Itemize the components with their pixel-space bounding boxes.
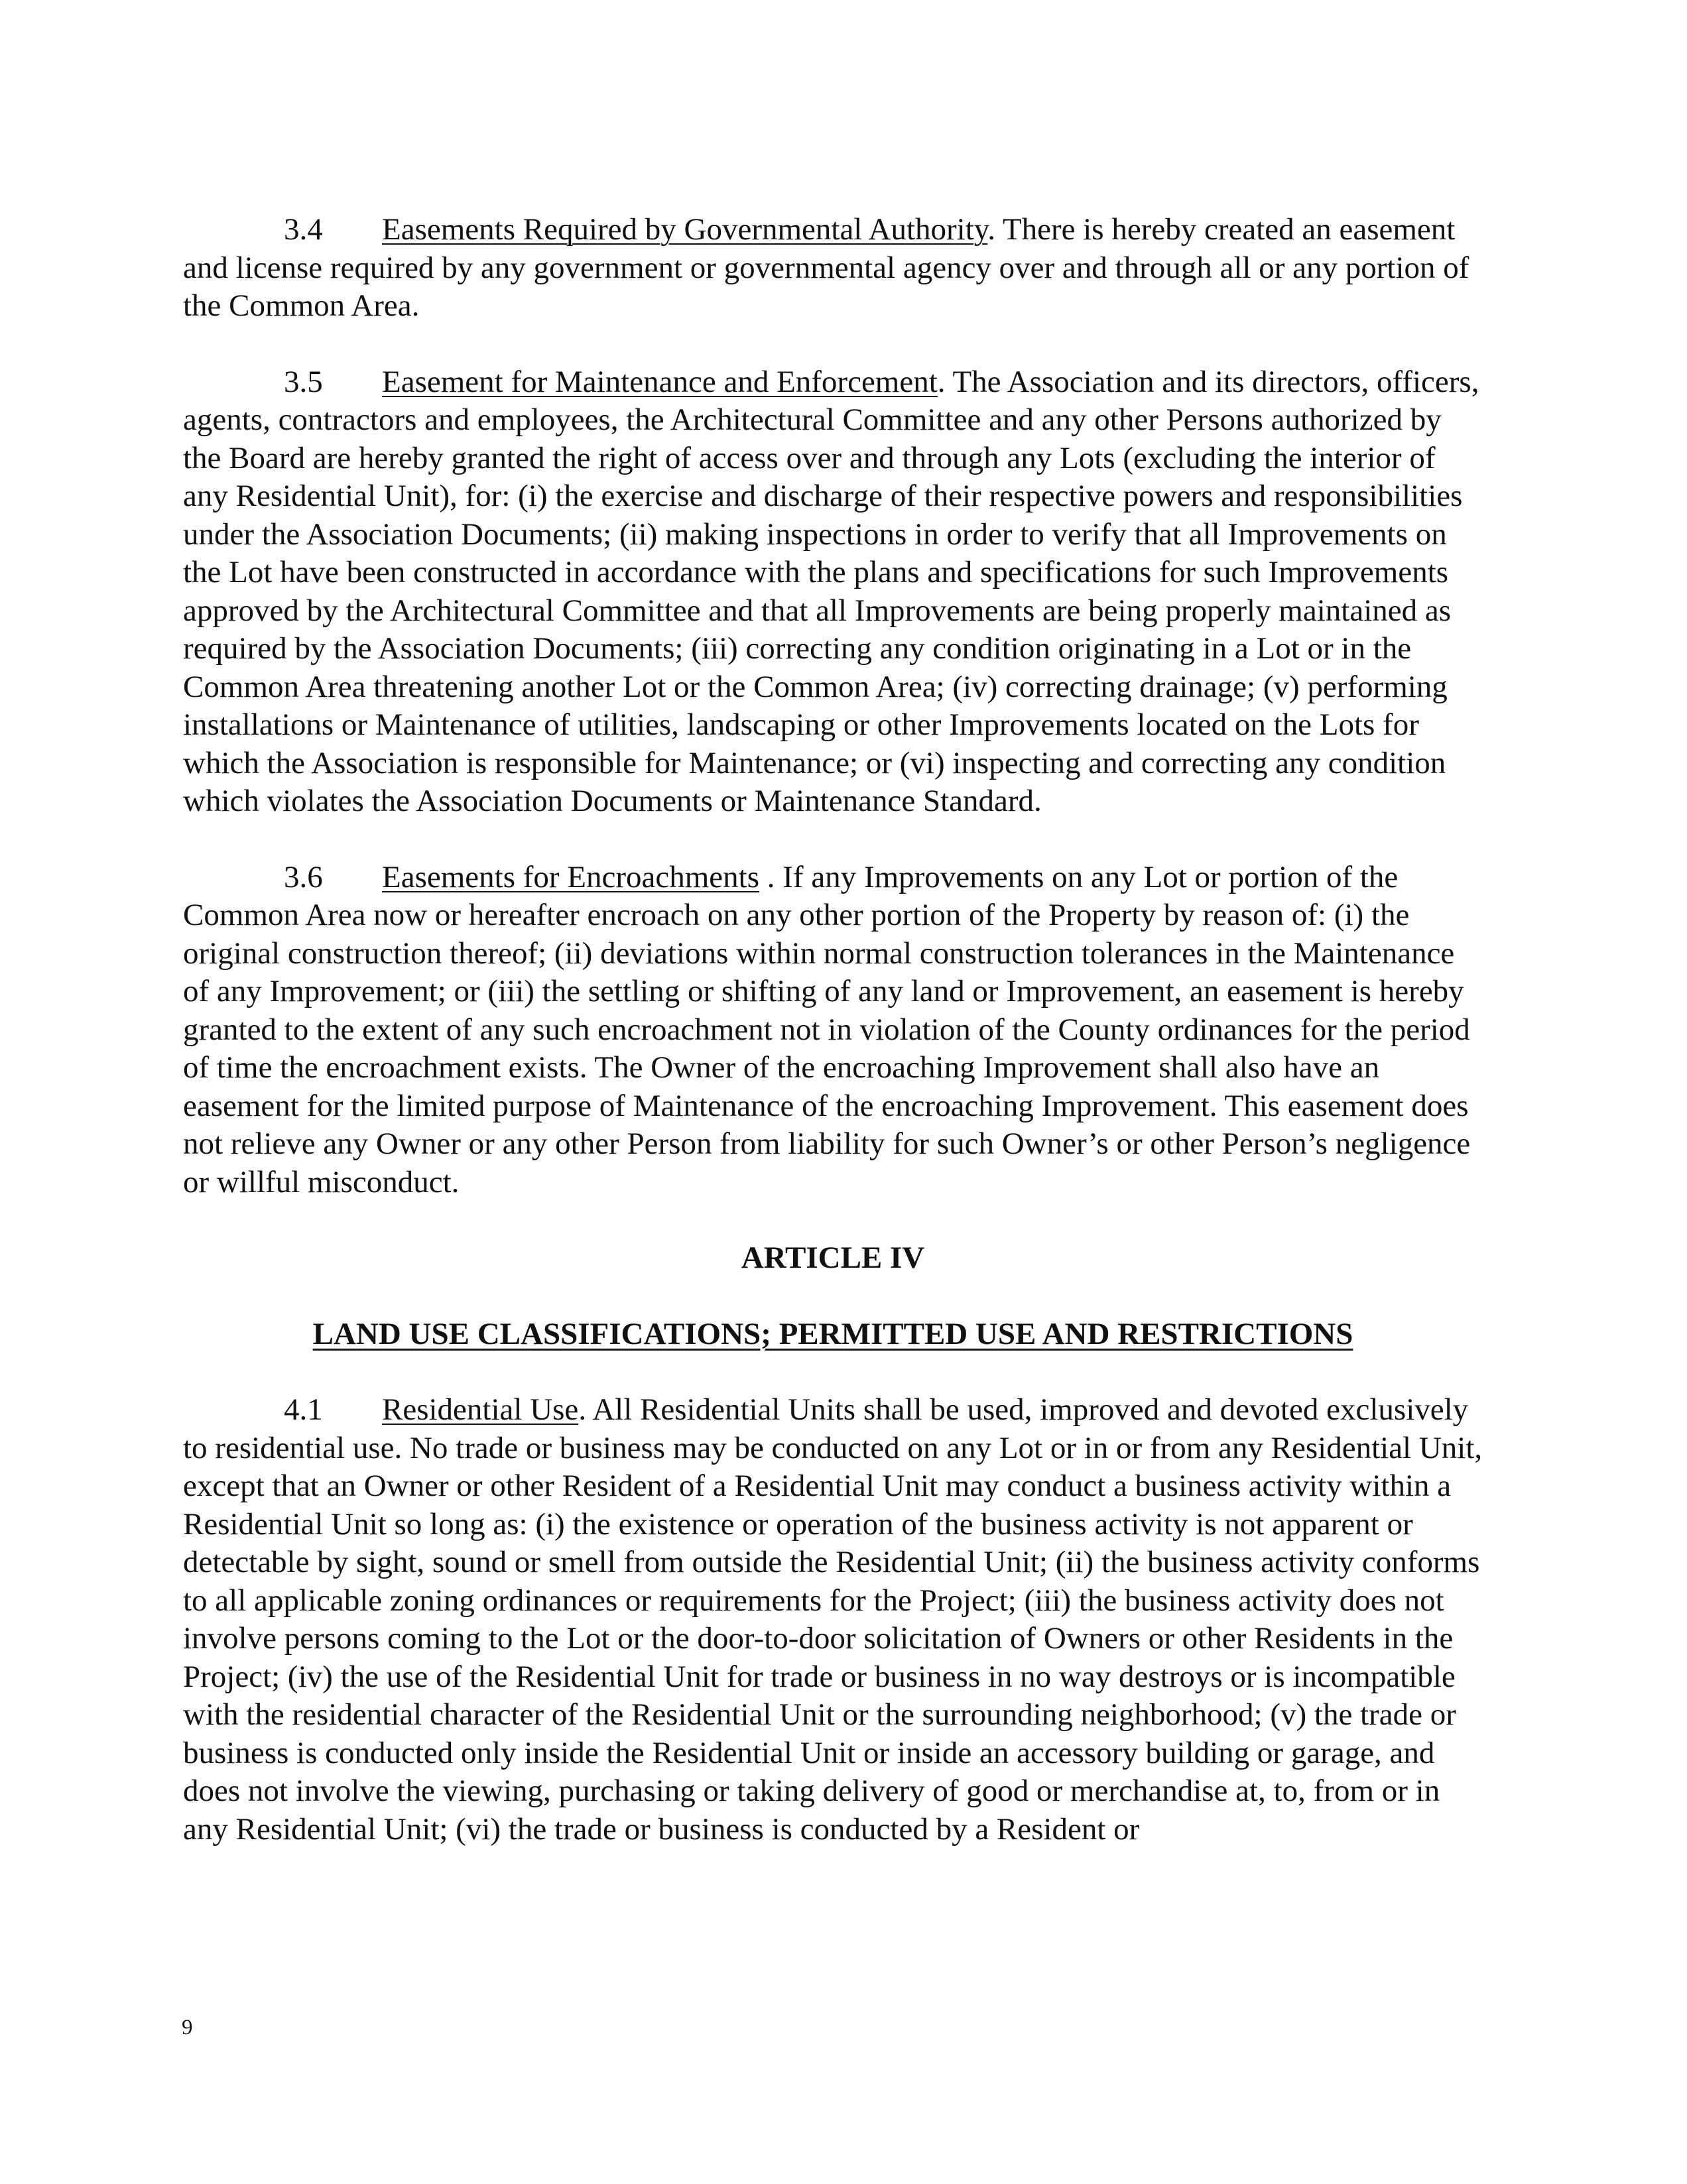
article-subheading: LAND USE CLASSIFICATIONS; PERMITTED USE AND RESTRICTIONS (312, 1316, 1353, 1351)
section-body: . If any Improvements on any Lot or portion of the Common Area now or hereafter encroach on any other portion of the Property by reason of: (i) the original construction thereof; (ii) deviations within normal construction tolerances in the Maintenance of any Improvement; or (iii) the settling or shifting of any land or Improvement, an easement is hereby granted to the extent of any such encroachment not in violation of the County ordinances for the period of time the encroachment exists. The Owner of the encroaching Improvement shall also have an easement for the limited purpose of Maintenance of the encroaching Improvement. This easement does not relieve any Owner or any other Person from liability for such Owner’s or other Person’s negligence or willful misconduct. (183, 859, 1471, 1199)
section-body: . The Association and its directors, officers, agents, contractors and employees, the Architectural Committee and any other Persons authorized by the Board are hereby granted the right of access over and through any Lots (excluding the interior of any Residential Unit), for: (i) the exercise and discharge of their respective powers and responsibilities under the Association Documents; (ii) making inspections in order to verify that all Improvements on the Lot have been constructed in accordance with the plans and specifications for such Improvements approved by the Architectural Committee and that all Improvements are being properly maintained as required by the Association Documents; (iii) correcting any condition originating in a Lot or in the Common Area threatening another Lot or the Common Area; (iv) correcting drainage; (v) performing installations or Maintenance of utilities, landscaping or other Improvements located on the Lots for which the Association is responsible for Maintenance; or (vi) inspecting and correcting any condition which violates the Association Documents or Maintenance Standard. (183, 364, 1479, 818)
section-3-4 (183, 211, 1483, 326)
section-title: Easements for Encroachments (382, 859, 760, 894)
section-body: . There is hereby created an easement and license required by any government or governmental agency over and through all or any portion of the Common Area. (183, 212, 1469, 323)
section-title: Easements Required by Governmental Authority (382, 212, 988, 247)
section-title: Easement for Maintenance and Enforcement (382, 364, 938, 399)
section-number: 4.1 (284, 1392, 323, 1427)
section-body: . All Residential Units shall be used, improved and devoted exclusively to residential use. No trade or business may be conducted on any Lot or in or from any Residential Unit, except that an Owner or other Resident of a Residential Unit may conduct a business activity within a Residential Unit so long as: (i) the existence or operation of the business activity is not apparent or detectable by sight, sound or smell from outside the Residential Unit; (ii) the business activity conforms to all applicable zoning ordinances or requirements for the Project; (iii) the business activity does not involve persons coming to the Lot or the door-to-door solicitation of Owners or other Residents in the Project; (iv) the use of the Residential Unit for trade or business in no way destroys or is incompatible with the residential character of the Residential Unit or the surrounding neighborhood; (v) the trade or business is conducted only inside the Residential Unit or inside an accessory building or garage, and does not involve the viewing, purchasing or taking delivery of good or merchandise at, to, from or in any Residential Unit; (vi) the trade or business is conducted by a Resident or (183, 1392, 1483, 1847)
page-content (183, 211, 1483, 1886)
section-number: 3.4 (284, 212, 323, 247)
section-title: Residential Use (382, 1392, 579, 1427)
section-number: 3.5 (284, 364, 323, 399)
page-number: 9 (182, 2016, 193, 2039)
section-number: 3.6 (284, 859, 323, 894)
section-3-5 (183, 363, 1483, 821)
article-heading: ARTICLE IV (741, 1241, 925, 1275)
section-4-1 (183, 1391, 1483, 1849)
section-3-6 (183, 859, 1483, 1202)
